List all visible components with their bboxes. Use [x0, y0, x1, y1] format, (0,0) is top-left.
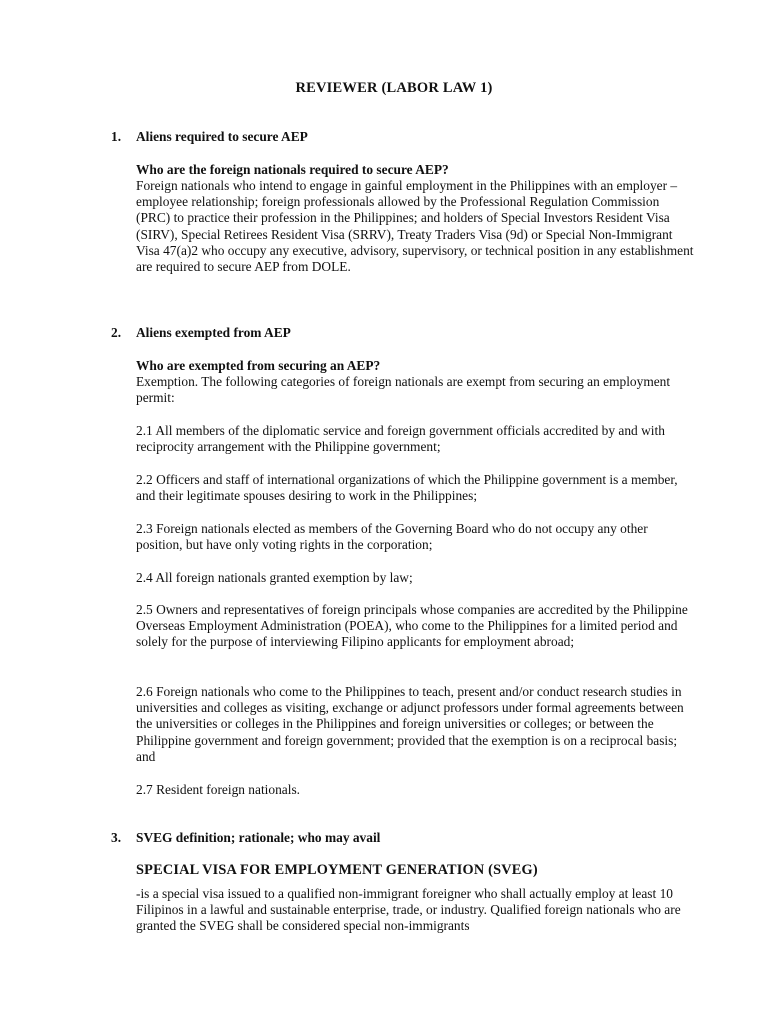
document-title: REVIEWER (LABOR LAW 1) — [295, 80, 493, 96]
section-3-number: 3. — [111, 830, 122, 845]
section-2-item-2-6: 2.6 Foreign nationals who come to the Philippines to teach, present and/or conduct research studies in universities and colleges as visiting, exchange or adjunct professors under formal agreements between the universities or colleges in the Philippines and foreign universities or colleges; or between the Philippine government and foreign government; provided that the exemption is on a reciprocal basis; and — [136, 684, 684, 764]
section-2-number: 2. — [111, 325, 122, 340]
section-2-item-2-7: 2.7 Resident foreign nationals. — [136, 782, 301, 797]
section-2-heading: Aliens exempted from AEP — [136, 325, 291, 340]
section-2-item-2-5: 2.5 Owners and representatives of foreign principals whose companies are accredited by the Philippine Overseas Employment Administration (POEA), who come to the Philippines for a limited period and solely for the purpose of interviewing Filipino applicants for employment abroad; — [136, 602, 688, 650]
section-2-intro: Exemption. The following categories of foreign nationals are exempt from securing an employment permit: — [136, 374, 671, 406]
section-1-heading: Aliens required to secure AEP — [136, 129, 308, 144]
section-3-definition: -is a special visa issued to a qualified non-immigrant foreigner who shall actually employ at least 10 Filipinos in a lawful and sustainable enterprise, trade, or industry. Qualified foreign nationals who are granted the SVEG shall be considered special non-immigrants — [136, 886, 681, 934]
section-2-item-2-1: 2.1 All members of the diplomatic service and foreign government officials accredited by and with reciprocity arrangement with the Philippine government; — [136, 423, 665, 455]
section-2-item-2-3: 2.3 Foreign nationals elected as members of the Governing Board who do not occupy any other position, but have only voting rights in the corporation; — [136, 521, 648, 553]
section-1-answer: Foreign nationals who intend to engage in gainful employment in the Philippines with an employer – employee relationship; foreign professionals allowed by the Professional Regulation Commission (PRC) to practice their profession in the Philippines; and holders of Special Investors Resident Visa (SIRV), Special Retirees Resident Visa (SRRV), Treaty Traders Visa (9d) or Special Non-Immigrant Visa 47(a)2 who occupy any executive, advisory, supervisory, or technical position in any establishment are required to secure AEP from DOLE. — [136, 178, 694, 275]
section-1-number: 1. — [111, 129, 122, 144]
section-2-item-2-4: 2.4 All foreign nationals granted exemption by law; — [136, 570, 413, 585]
section-3-heading: SVEG definition; rationale; who may avail — [136, 830, 381, 845]
section-2-item-2-2: 2.2 Officers and staff of international organizations of which the Philippine government is a member, and their legitimate spouses desiring to work in the Philippines; — [136, 472, 678, 504]
section-1-question: Who are the foreign nationals required to secure AEP? — [136, 162, 449, 177]
section-2-question: Who are exempted from securing an AEP? — [136, 358, 381, 373]
section-3-subtitle: SPECIAL VISA FOR EMPLOYMENT GENERATION (SVEG) — [136, 862, 538, 878]
